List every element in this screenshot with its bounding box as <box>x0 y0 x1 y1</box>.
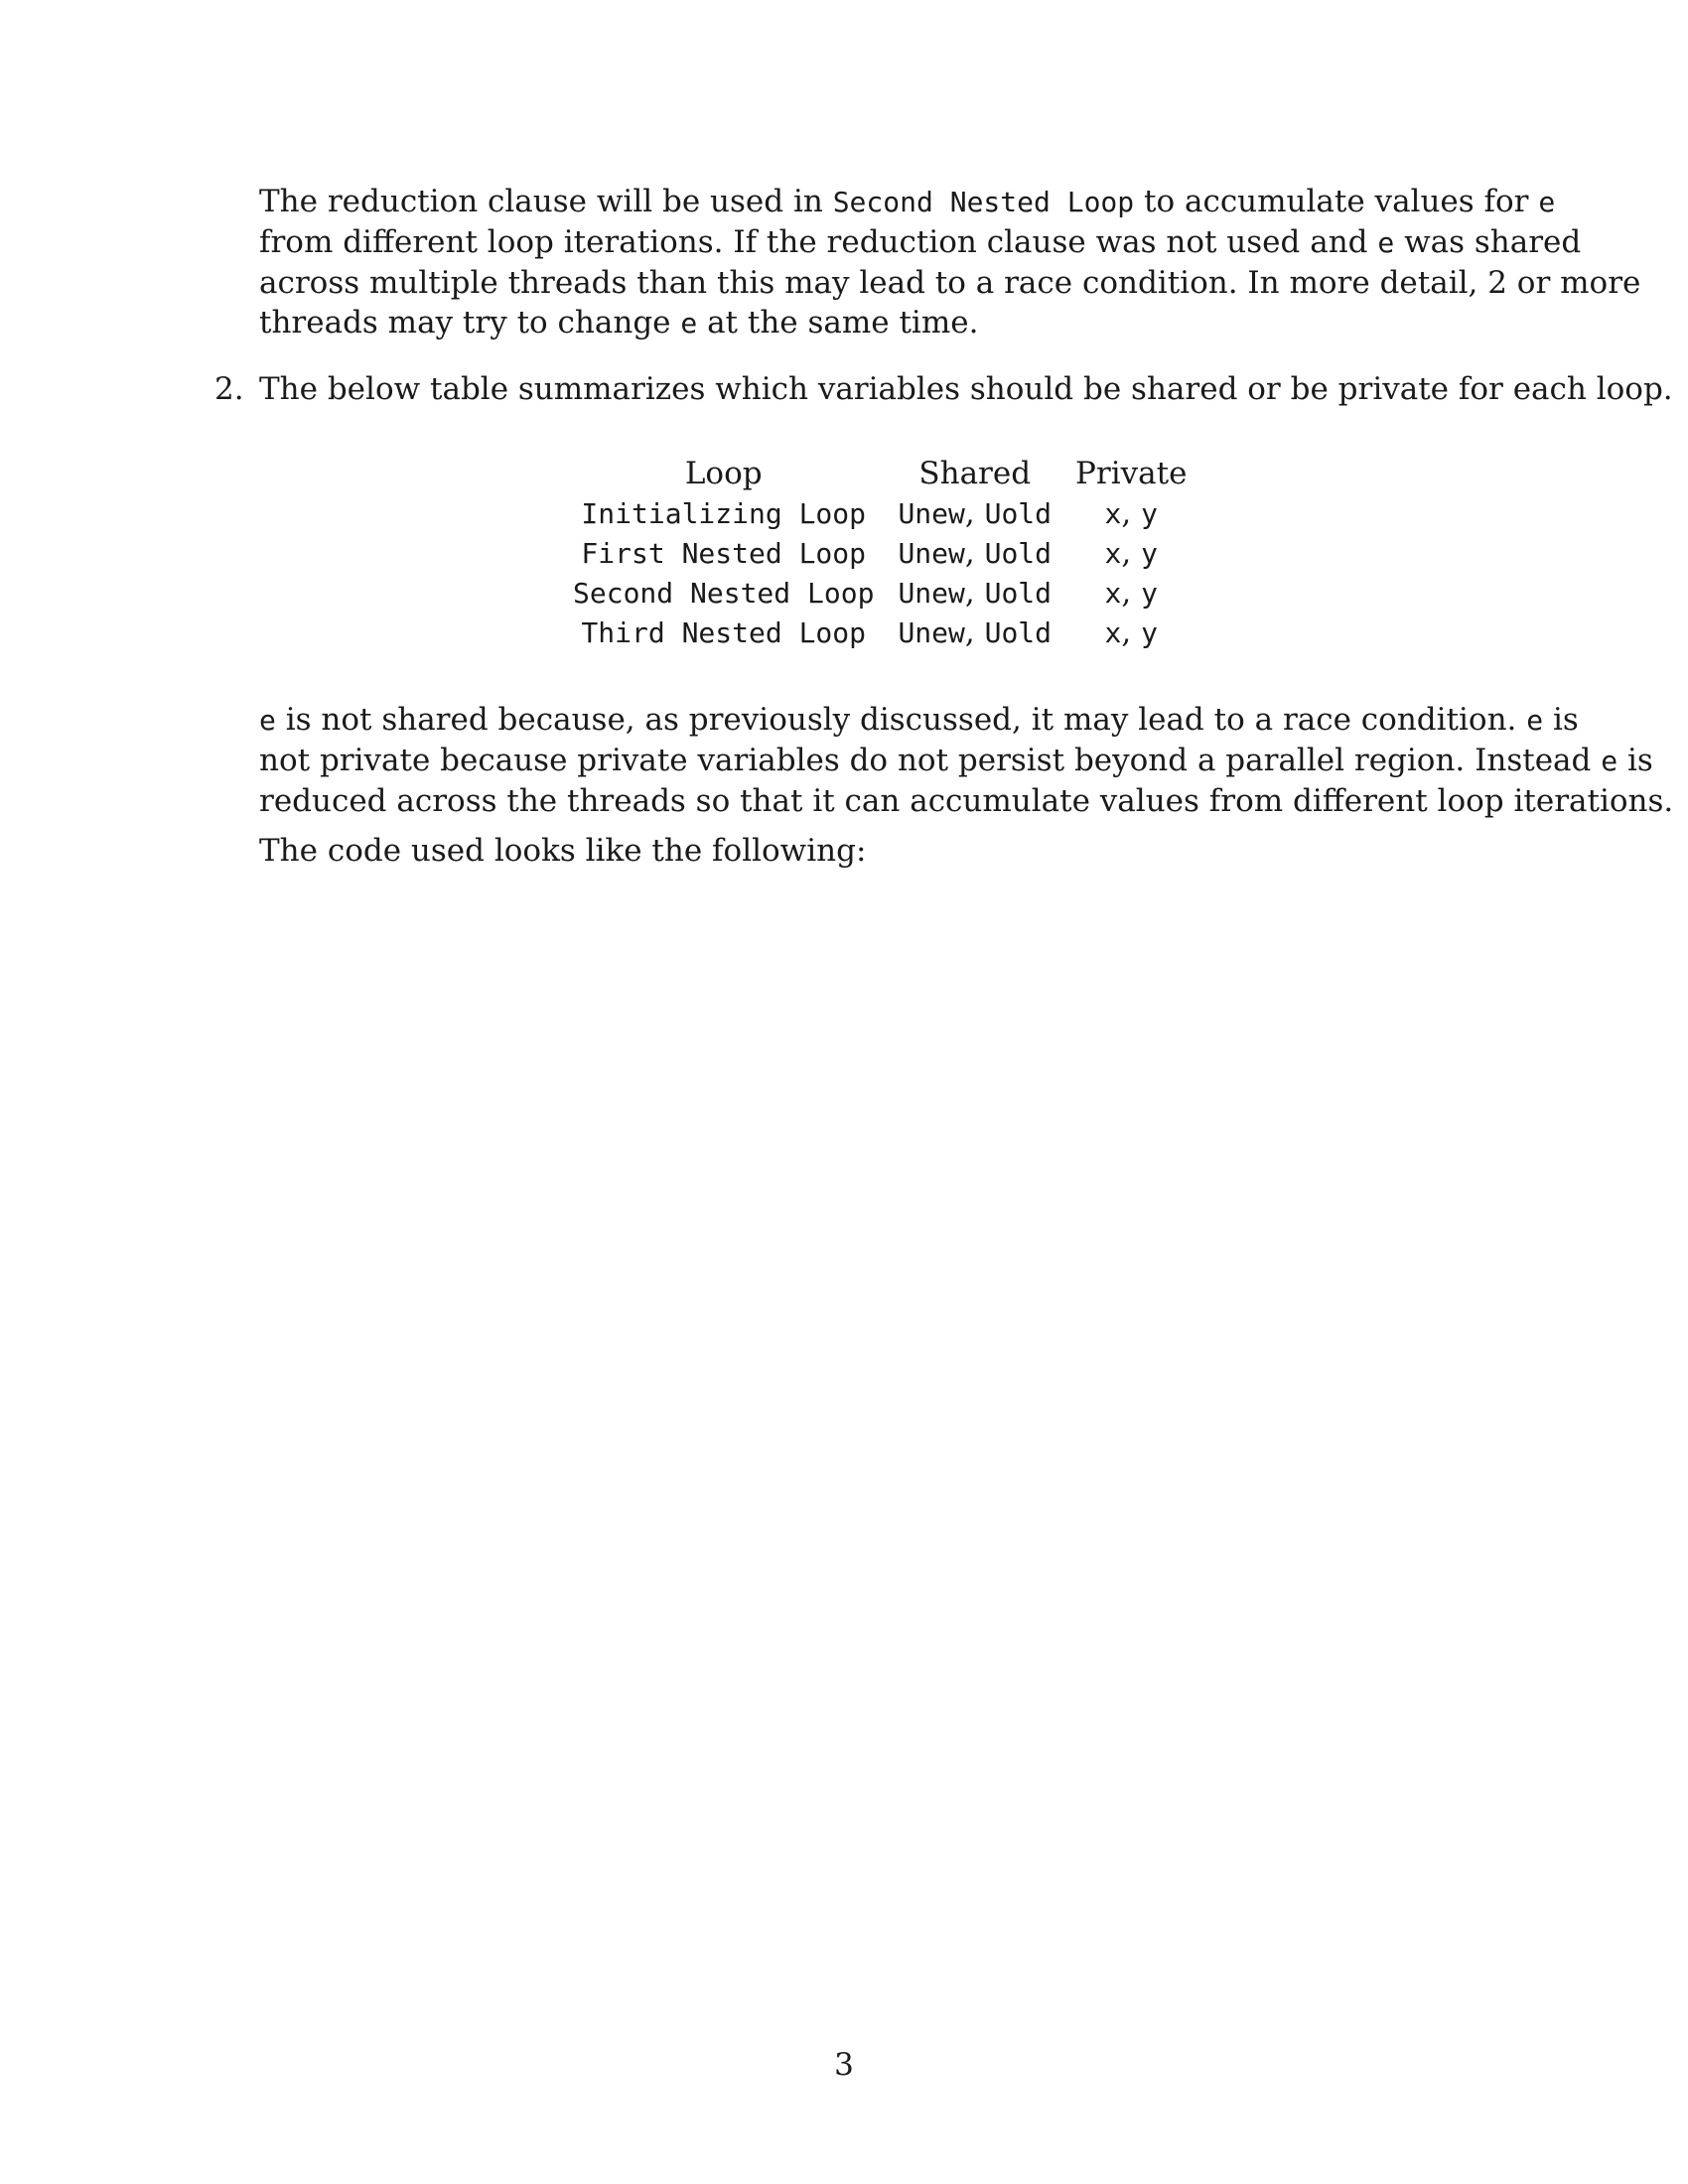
table-row <box>561 613 1198 652</box>
list-item-text: The below table summarizes which variables should be shared or be private for each loop. <box>259 371 1673 407</box>
loop-name-cell: First Nested Loop <box>581 536 866 570</box>
reduction-paragraph <box>259 182 1641 343</box>
reduction-line-3: across multiple threads than this may lead to a race condition. In more detail, 2 or more <box>259 265 1641 301</box>
variables-table <box>561 454 1198 652</box>
table-row <box>561 533 1198 573</box>
inline-code-e: e <box>1538 186 1556 218</box>
shared-cell: Unew, Uold <box>898 535 1053 571</box>
list-item-2 <box>214 369 1673 409</box>
e-explanation-line-2: not private because private variables do not persist beyond a parallel region. Instead e is <box>259 743 1653 778</box>
table-row <box>561 573 1198 613</box>
reduction-line-1: The reduction clause will be used in Second Nested Loop to accumulate values for e <box>259 184 1556 219</box>
page-number: 3 <box>834 2047 854 2083</box>
inline-code-e: e <box>1601 745 1618 777</box>
shared-cell: Unew, Uold <box>898 495 1053 531</box>
loop-name-cell: Third Nested Loop <box>581 615 866 649</box>
header-private: Private <box>1075 456 1188 491</box>
inline-code-e: e <box>1526 704 1544 737</box>
code-intro-line: The code used looks like the following: <box>259 833 867 869</box>
shared-cell: Unew, Uold <box>898 575 1053 611</box>
private-cell: x, y <box>1104 535 1158 571</box>
shared-cell: Unew, Uold <box>898 614 1053 650</box>
list-item-number: 2. <box>214 371 244 407</box>
private-cell: x, y <box>1104 614 1158 650</box>
e-explanation-line-1: e is not shared because, as previously discussed, it may lead to a race condition. e is <box>259 702 1579 738</box>
table-header-row <box>561 454 1198 493</box>
reduction-line-2: from different loop iterations. If the reduction clause was not used and e was shared <box>259 224 1582 260</box>
header-shared: Shared <box>918 456 1032 491</box>
e-explanation-line-3: reduced across the threads so that it can accumulate values from different loop iterations. <box>259 783 1674 819</box>
private-cell: x, y <box>1104 495 1158 531</box>
private-cell: x, y <box>1104 575 1158 611</box>
loop-name-cell: Initializing Loop <box>581 496 866 530</box>
e-explanation-paragraph <box>259 700 1674 821</box>
inline-code-e: e <box>1377 226 1395 259</box>
reduction-line-4: threads may try to change e at the same time. <box>259 305 979 341</box>
table-row <box>561 493 1198 533</box>
code-intro-paragraph <box>259 831 1500 871</box>
inline-code-e: e <box>259 704 276 737</box>
loop-name-cell: Second Nested Loop <box>573 576 875 610</box>
inline-code-second-nested-loop: Second Nested Loop <box>832 186 1135 218</box>
inline-code-e: e <box>680 307 698 340</box>
header-loop: Loop <box>684 456 763 491</box>
